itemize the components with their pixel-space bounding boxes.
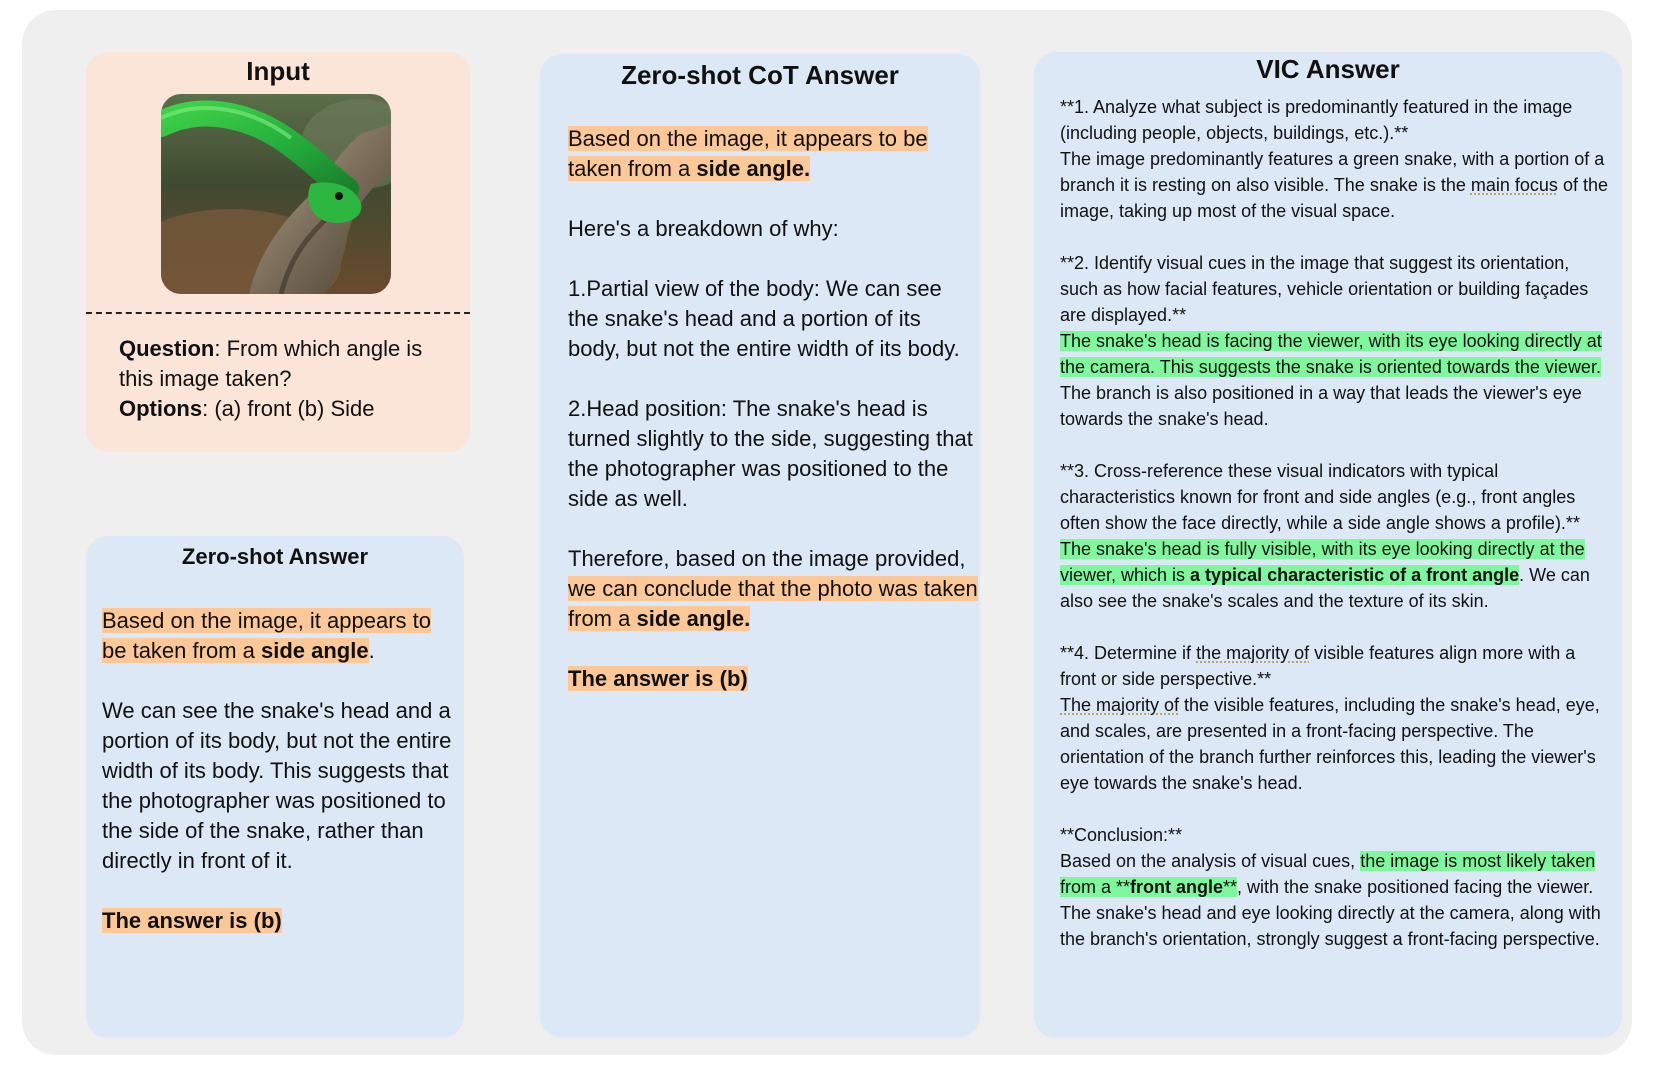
cot-side-angle-2: side angle. bbox=[636, 606, 751, 631]
vic-s4-head-c: visible features align more with a front or side perspective.** bbox=[1060, 643, 1576, 689]
vic-s3-c: . bbox=[1519, 565, 1525, 585]
vic-s3-a: The snake's head is fully visible, with its eye looking directly at the viewer, which is bbox=[1060, 539, 1585, 585]
snake-photo bbox=[161, 94, 391, 294]
vic-s1-c: of the image, taking up most of the visual space. bbox=[1060, 175, 1608, 221]
cot-point-1: 1.Partial view of the body: We can see the snake's head and a portion of its body, but not the entire width of its body. bbox=[568, 276, 960, 361]
vic-answer-text bbox=[1060, 94, 1610, 952]
vic-s3-d: We can also see the snake's scales and the texture of its skin. bbox=[1060, 565, 1590, 611]
input-panel bbox=[86, 52, 470, 452]
zero-shot-reason: We can see the snake's head and a portion of its body, but not the entire width of its body. This suggests that the photographer was positioned to the side of the snake, rather than directly in front of it. bbox=[102, 698, 452, 873]
vic-s1-a: The image predominantly features a green snake, with a portion of a branch it is resting on also visible. The snake is the bbox=[1060, 149, 1605, 195]
cot-point-2: 2.Head position: The snake's head is turned slightly to the side, suggesting that the photographer was positioned to the side as well. bbox=[568, 396, 973, 511]
cot-highlight-2 bbox=[568, 576, 978, 631]
vic-s3-front-angle: a typical characteristic of a front angle bbox=[1190, 565, 1520, 585]
cot-conclusion: we can conclude that the photo was taken from a bbox=[568, 576, 978, 631]
question-block bbox=[119, 334, 449, 424]
vic-s4-head-b: the majority of bbox=[1196, 643, 1310, 663]
vic-step-3-answer bbox=[1060, 536, 1610, 614]
zero-shot-answer-text bbox=[102, 606, 452, 936]
vic-c-front-angle: front angle bbox=[1130, 877, 1224, 897]
vic-step-2-heading: **2. Identify visual cues in the image that suggest its orientation, such as how facial features, vehicle orientation or building façades are displayed.** bbox=[1060, 253, 1589, 325]
vic-s1-main-focus: main focus bbox=[1470, 175, 1558, 195]
vic-s4-a: The majority of bbox=[1060, 695, 1180, 715]
vic-title: VIC Answer bbox=[1256, 54, 1400, 84]
vic-panel bbox=[1034, 52, 1622, 1038]
zero-shot-period: . bbox=[368, 638, 375, 663]
vic-c-e: , with the snake positioned facing the viewer. The snake's head and eye looking directly at the camera, along with the branch's orientation, strongly suggest a front-facing perspective. bbox=[1060, 877, 1601, 949]
figure-background bbox=[22, 10, 1632, 1055]
cot-p1: Based on the image, it appears to be taken from a bbox=[568, 126, 928, 181]
question-label: Question bbox=[119, 336, 215, 361]
options-line bbox=[119, 394, 449, 424]
vic-step-1-heading: **1. Analyze what subject is predominantly featured in the image (including people, objects, buildings, etc.).** bbox=[1060, 97, 1573, 143]
vic-conclusion-answer bbox=[1060, 848, 1610, 952]
zero-shot-final-answer: The answer is (b) bbox=[102, 908, 282, 933]
zero-shot-title: Zero-shot Answer bbox=[181, 544, 369, 569]
question-text: : From which angle is this image taken? bbox=[119, 336, 423, 391]
zero-shot-p1: Based on the image, it appears to be taken from a bbox=[102, 608, 431, 663]
options-label: Options bbox=[119, 396, 203, 421]
cot-breakdown: Here's a breakdown of why: bbox=[568, 216, 839, 241]
vic-s4-b: the visible features, including the snake's head, eye, and scales, are presented in a front-facing perspective. The orientation of the branch further reinforces this, leading the viewer's eye towards the snake's head. bbox=[1060, 695, 1600, 793]
vic-step-2-answer bbox=[1060, 328, 1610, 432]
cot-highlight-1 bbox=[568, 126, 928, 181]
vic-step-3-heading: **3. Cross-reference these visual indicators with typical characteristics known for front and side angles (e.g., front angles often show the face directly, while a side angle shows a profile).** bbox=[1060, 461, 1580, 533]
cot-final-answer: The answer is (b) bbox=[568, 666, 748, 691]
cot-panel bbox=[540, 54, 980, 1038]
cot-answer-text bbox=[568, 124, 978, 694]
question-line bbox=[119, 334, 449, 394]
divider-line bbox=[86, 312, 470, 314]
cot-side-angle: side angle. bbox=[696, 156, 811, 181]
vic-step-4-heading bbox=[1060, 640, 1610, 692]
vic-s2-b: The branch is also positioned in a way that leads the viewer's eye towards the snake's head. bbox=[1060, 383, 1582, 429]
vic-conclusion-heading: **Conclusion:** bbox=[1060, 825, 1183, 845]
vic-c-d: ** bbox=[1223, 877, 1238, 897]
vic-step-1-answer bbox=[1060, 146, 1610, 224]
zero-shot-panel bbox=[86, 536, 464, 1038]
cot-p5: Therefore, based on the image provided, bbox=[568, 546, 966, 571]
zero-shot-highlight bbox=[102, 608, 431, 663]
input-title: Input bbox=[246, 56, 310, 86]
vic-s4-head-a: **4. Determine if bbox=[1060, 643, 1197, 663]
zero-shot-side-angle: side angle bbox=[260, 638, 369, 663]
vic-c-a: Based on the analysis of visual cues, bbox=[1060, 851, 1361, 871]
vic-s2-highlight: The snake's head is facing the viewer, with its eye looking directly at the camera. This suggests the snake is oriented towards the viewer. bbox=[1060, 331, 1602, 377]
vic-c-b: the image is most likely taken from a ** bbox=[1060, 851, 1596, 897]
cot-title: Zero-shot CoT Answer bbox=[621, 60, 899, 90]
vic-step-4-answer bbox=[1060, 692, 1610, 796]
vic-s3-highlight bbox=[1060, 539, 1585, 585]
options-text: : (a) front (b) Side bbox=[202, 396, 375, 421]
